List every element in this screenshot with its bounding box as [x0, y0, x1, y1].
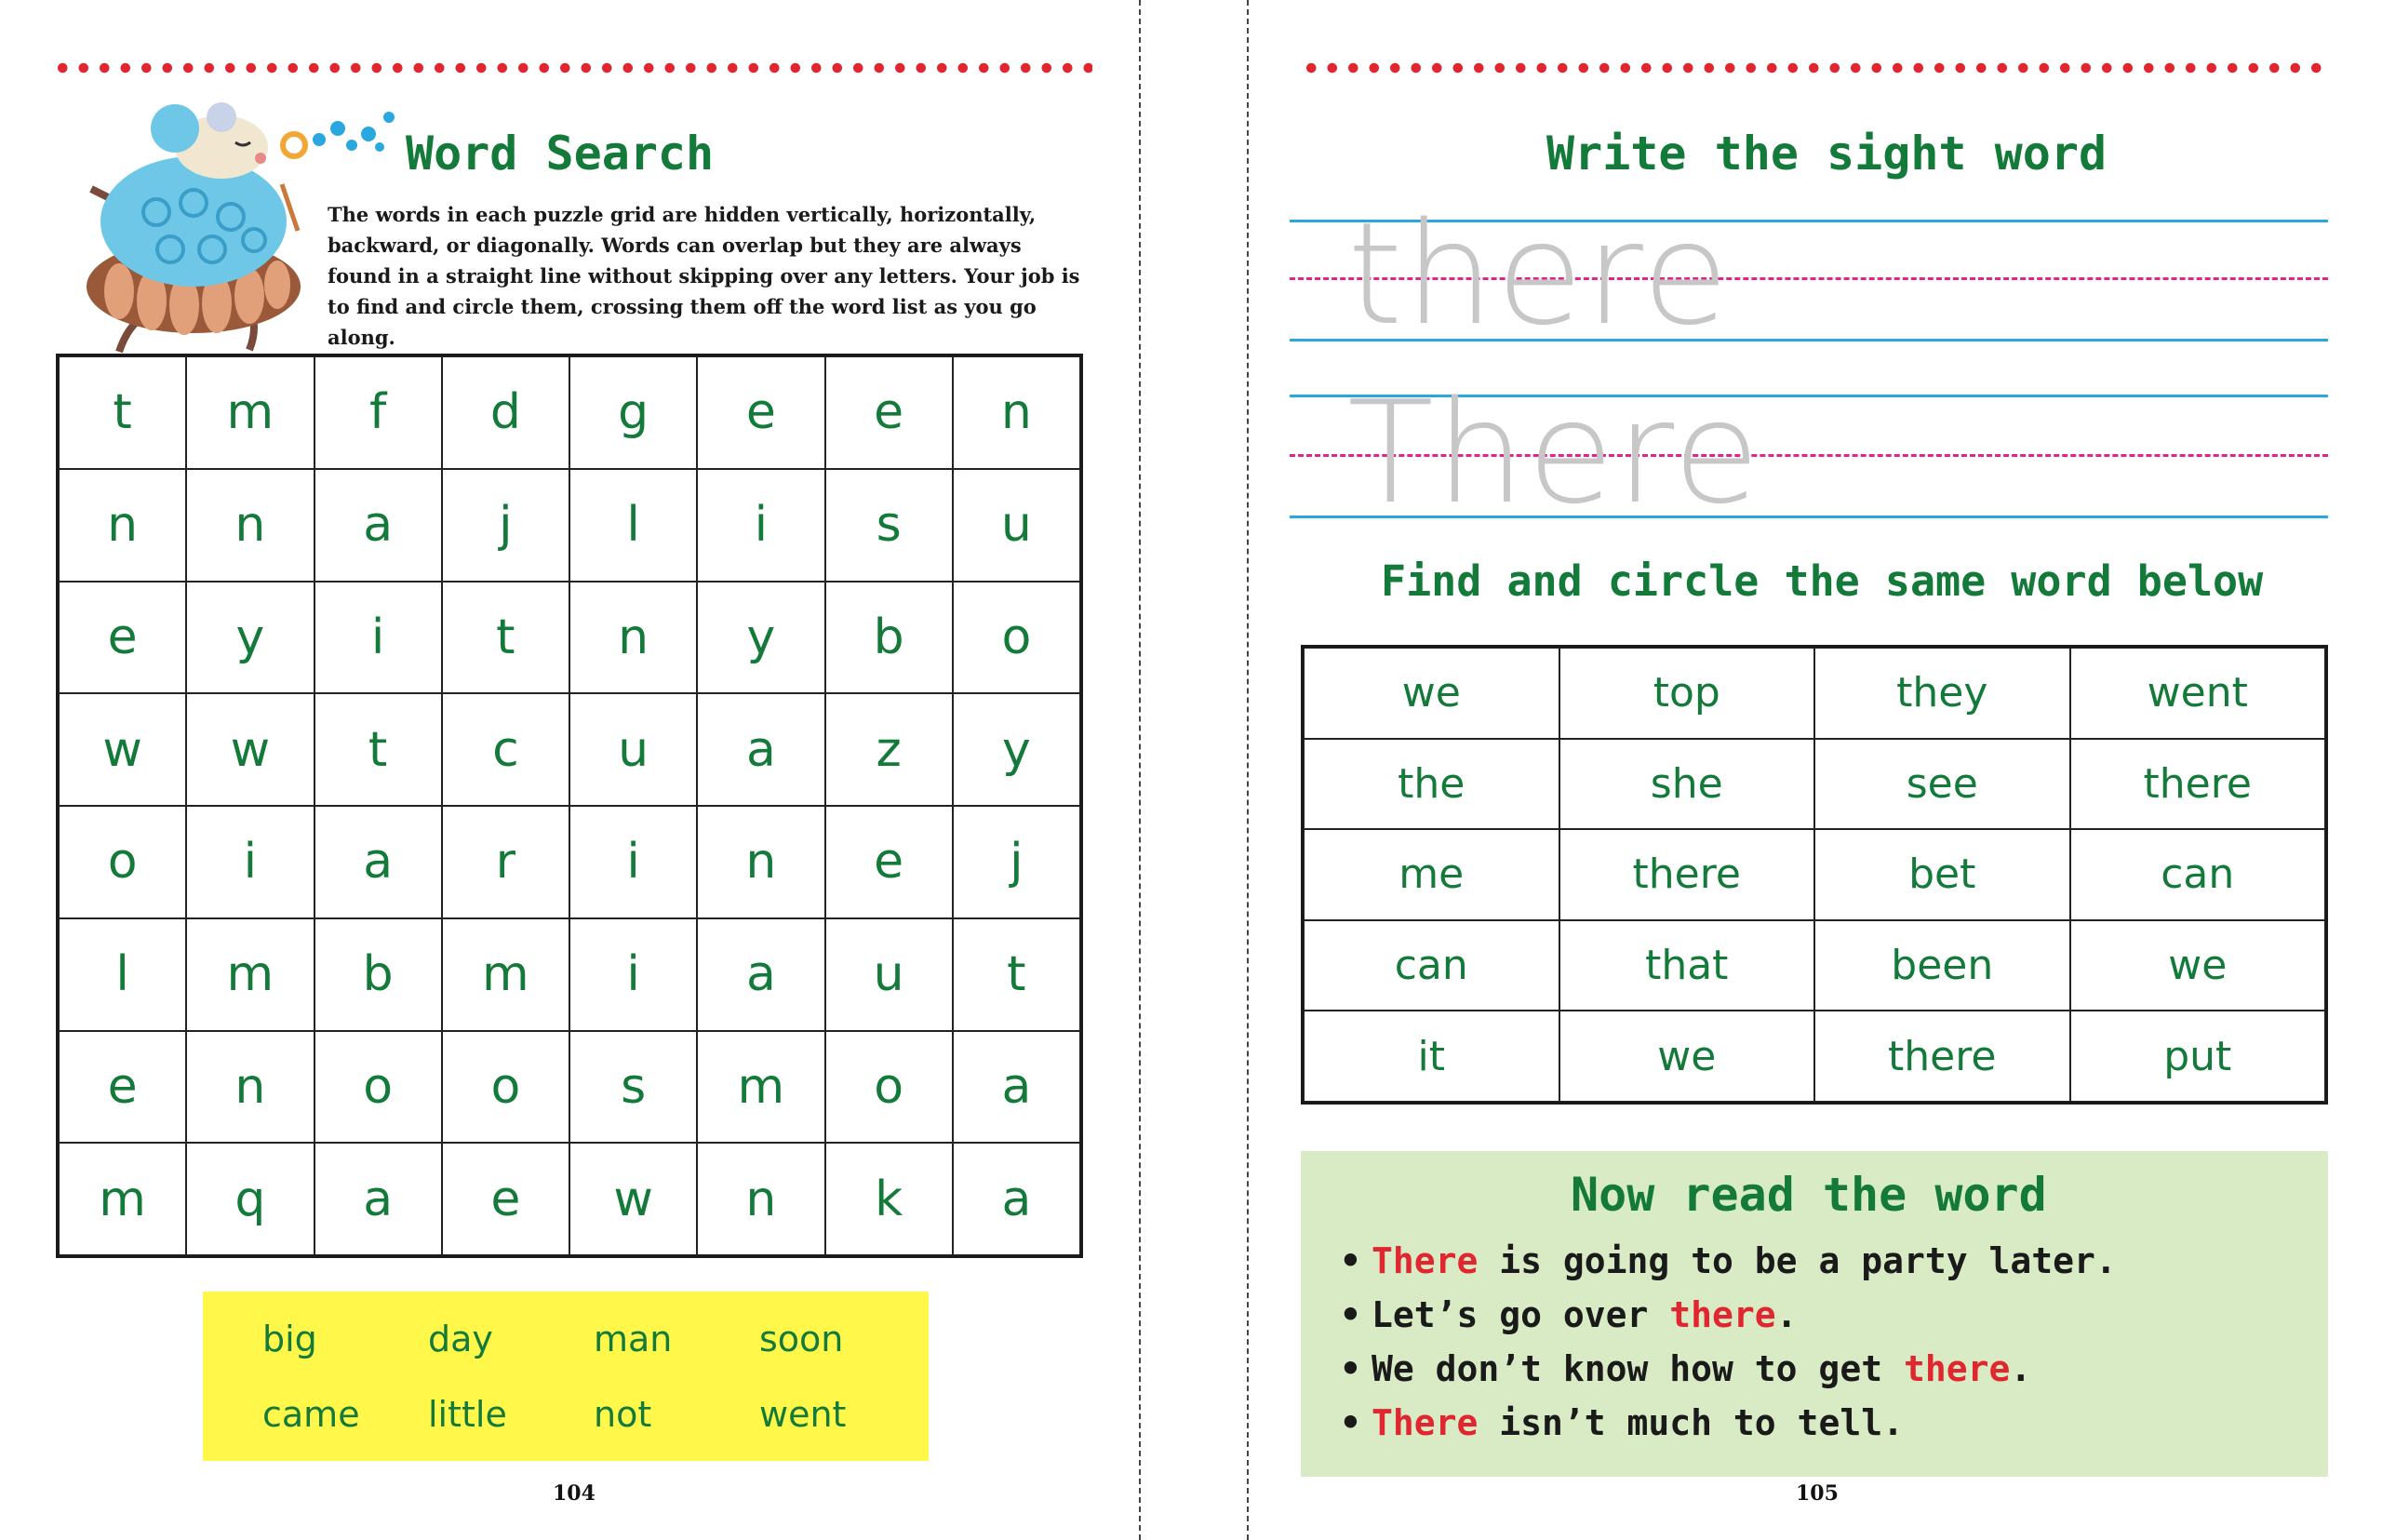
grid-cell[interactable]: i [569, 806, 697, 918]
sight-word-cell[interactable]: she [1559, 739, 1815, 830]
trace-word-lowercase: there [1347, 192, 1732, 356]
grid-cell[interactable]: i [314, 582, 442, 694]
grid-cell[interactable]: o [442, 1031, 569, 1144]
grid-cell[interactable]: m [186, 918, 314, 1031]
bullet: • [1340, 1294, 1361, 1335]
grid-cell[interactable]: e [697, 356, 824, 469]
write-sight-word-title: Write the sight word [1546, 127, 2108, 181]
grid-cell[interactable]: i [569, 918, 697, 1031]
read-the-word-box [1301, 1151, 2328, 1477]
trace-word-capitalized: There [1347, 370, 1762, 535]
sight-word-cell[interactable]: there [1559, 829, 1815, 920]
sight-word-cell[interactable]: we [1304, 648, 1559, 739]
sentence-text: We don’t know how to get [1372, 1348, 1904, 1389]
sentence-text: Let’s go over [1372, 1294, 1670, 1335]
grid-cell[interactable]: a [953, 1143, 1080, 1255]
grid-cell[interactable]: m [59, 1143, 186, 1255]
sight-word-cell[interactable]: there [1814, 1011, 2070, 1102]
grid-cell[interactable]: l [569, 469, 697, 582]
word-list-item: soon [759, 1318, 844, 1359]
find-circle-title: Find and circle the same word below [1381, 556, 2264, 606]
sight-word-cell[interactable]: top [1559, 648, 1815, 739]
sight-word-cell[interactable]: they [1814, 648, 2070, 739]
instructions-text: The words in each puzzle grid are hidden vertically, horizontally, backward, or diagonally. Words can overlap but they are always found in a straight line without skipping over any letters. Your job is to find and circle them, crossing them off the word list as you go along. [328, 203, 1080, 349]
word-search-grid [56, 354, 1083, 1258]
sight-word-cell[interactable]: me [1304, 829, 1559, 920]
grid-cell[interactable]: w [569, 1143, 697, 1255]
grid-cell[interactable]: e [825, 806, 953, 918]
grid-cell[interactable]: n [953, 356, 1080, 469]
grid-cell[interactable]: s [825, 469, 953, 582]
page-fold-left [1139, 0, 1141, 1540]
word-search-title: Word Search [406, 127, 715, 181]
grid-cell[interactable]: i [186, 806, 314, 918]
word-list-item: came [262, 1393, 360, 1435]
grid-cell[interactable]: n [59, 469, 186, 582]
sentence-text: isn’t much to tell. [1478, 1402, 1904, 1443]
grid-cell[interactable]: o [825, 1031, 953, 1144]
sentence-3 [1340, 1348, 2031, 1389]
bullet: • [1340, 1240, 1361, 1281]
grid-cell[interactable]: a [697, 693, 824, 806]
grid-cell[interactable]: a [697, 918, 824, 1031]
left-page [0, 0, 1139, 1540]
word-list-item: big [262, 1318, 317, 1359]
sight-word-cell[interactable]: bet [1814, 829, 2070, 920]
grid-cell[interactable]: g [569, 356, 697, 469]
sight-word-cell[interactable]: that [1559, 920, 1815, 1011]
sight-word-cell[interactable]: can [2070, 829, 2326, 920]
grid-cell[interactable]: l [59, 918, 186, 1031]
sight-word-cell[interactable]: been [1814, 920, 2070, 1011]
sight-word-cell[interactable]: see [1814, 739, 2070, 830]
sight-word-cell[interactable]: put [2070, 1011, 2326, 1102]
sentence-2 [1340, 1294, 1798, 1335]
word-list-item: not [594, 1393, 652, 1435]
grid-cell[interactable]: e [442, 1143, 569, 1255]
word-list-item: little [428, 1393, 507, 1435]
read-word-title: Now read the word [1571, 1168, 2047, 1222]
grid-cell[interactable]: t [314, 693, 442, 806]
grid-cell[interactable]: n [697, 806, 824, 918]
red-dot-border [1301, 61, 2328, 74]
word-list-item: man [594, 1318, 673, 1359]
grid-cell[interactable]: m [697, 1031, 824, 1144]
grid-cell[interactable]: k [825, 1143, 953, 1255]
grid-cell[interactable]: n [569, 582, 697, 694]
grid-cell[interactable]: t [59, 356, 186, 469]
bullet: • [1340, 1402, 1361, 1443]
highlight-word: there [1903, 1348, 2011, 1389]
page-number: 104 [553, 1481, 596, 1506]
grid-cell[interactable]: u [953, 469, 1080, 582]
grid-cell[interactable]: e [59, 582, 186, 694]
grid-cell[interactable]: t [442, 582, 569, 694]
grid-cell[interactable]: o [59, 806, 186, 918]
word-list [203, 1292, 929, 1461]
grid-cell[interactable]: i [697, 469, 824, 582]
grid-cell[interactable]: z [825, 693, 953, 806]
grid-cell[interactable]: w [186, 693, 314, 806]
grid-cell[interactable]: b [825, 582, 953, 694]
sentence-text: . [1775, 1294, 1798, 1335]
grid-cell[interactable]: j [442, 469, 569, 582]
grid-cell[interactable]: r [442, 806, 569, 918]
grid-cell[interactable]: j [953, 806, 1080, 918]
grid-cell[interactable]: y [697, 582, 824, 694]
page-number: 105 [1796, 1481, 1839, 1506]
word-list-item: went [759, 1393, 847, 1435]
sentence-text: . [2010, 1348, 2032, 1389]
sight-word-cell[interactable]: it [1304, 1011, 1559, 1102]
grid-cell[interactable]: a [314, 806, 442, 918]
grid-cell[interactable]: m [186, 356, 314, 469]
grid-cell[interactable]: y [186, 582, 314, 694]
bullet: • [1340, 1348, 1361, 1389]
sight-word-cell[interactable]: went [2070, 648, 2326, 739]
sentence-1 [1340, 1240, 2117, 1281]
grid-cell[interactable]: u [569, 693, 697, 806]
sentence-text: is going to be a party later. [1478, 1240, 2117, 1281]
grid-cell[interactable]: d [442, 356, 569, 469]
right-page [1197, 0, 2382, 1540]
grid-cell[interactable]: f [314, 356, 442, 469]
sight-word-cell[interactable]: we [1559, 1011, 1815, 1102]
highlight-word: there [1669, 1294, 1776, 1335]
grid-cell[interactable]: q [186, 1143, 314, 1255]
highlight-word: There [1372, 1240, 1479, 1281]
sight-word-table [1301, 645, 2328, 1105]
sentence-4 [1340, 1402, 1904, 1443]
grid-cell[interactable]: e [825, 356, 953, 469]
word-list-item: day [428, 1318, 493, 1359]
grid-cell[interactable]: s [569, 1031, 697, 1144]
grid-cell[interactable]: b [314, 918, 442, 1031]
red-dot-border [52, 61, 1092, 74]
grid-cell[interactable]: t [953, 918, 1080, 1031]
grid-cell[interactable]: u [825, 918, 953, 1031]
grid-cell[interactable]: c [442, 693, 569, 806]
grid-cell[interactable]: n [186, 469, 314, 582]
grid-cell[interactable]: a [314, 469, 442, 582]
grid-cell[interactable]: a [314, 1143, 442, 1255]
grid-cell[interactable]: y [953, 693, 1080, 806]
grid-cell[interactable]: a [953, 1031, 1080, 1144]
grid-cell[interactable]: n [186, 1031, 314, 1144]
sight-word-cell[interactable]: the [1304, 739, 1559, 830]
sight-word-cell[interactable]: there [2070, 739, 2326, 830]
grid-cell[interactable]: o [953, 582, 1080, 694]
grid-cell[interactable]: o [314, 1031, 442, 1144]
sight-word-cell[interactable]: we [2070, 920, 2326, 1011]
grid-cell[interactable]: n [697, 1143, 824, 1255]
highlight-word: There [1372, 1402, 1479, 1443]
grid-cell[interactable]: m [442, 918, 569, 1031]
sight-word-cell[interactable]: can [1304, 920, 1559, 1011]
grid-cell[interactable]: w [59, 693, 186, 806]
grid-cell[interactable]: e [59, 1031, 186, 1144]
